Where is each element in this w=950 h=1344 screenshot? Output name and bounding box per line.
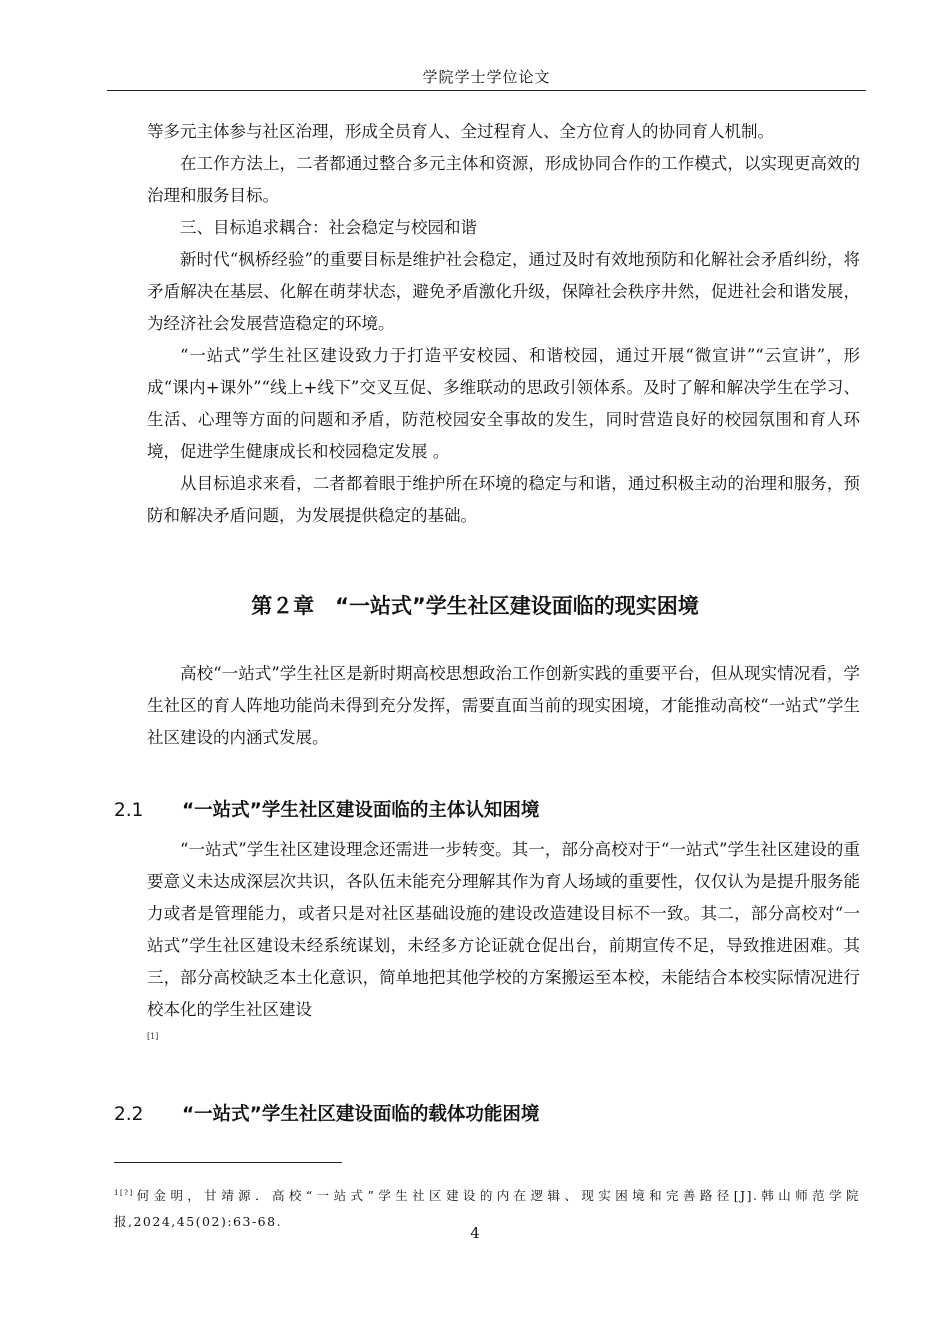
footnote-mark: 1[?]: [114, 1189, 134, 1197]
page-number: 4: [470, 1224, 480, 1242]
body-paragraph: 从目标追求来看，二者都着眼于维护所在环境的稳定与和谐，通过积极主动的治理和服务，预防和解决矛盾问题，为发展提供稳定的基础。: [147, 474, 860, 525]
section-title: “一站式”学生社区建设面临的主体认知困境: [182, 800, 540, 821]
footnote-rule: [114, 1162, 342, 1163]
body-paragraph: 等多元主体参与社区治理，形成全员育人、全过程育人、全方位育人的协同育人机制。: [147, 122, 774, 141]
body-paragraph: 新时代“枫桥经验”的重要目标是维护社会稳定，通过及时有效地预防和化解社会矛盾纠纷，将矛盾解决在基层、化解在萌芽状态，避免矛盾激化升级，保障社会秩序井然，促进社会和谐发展，为经济社会发展营造稳定的环境。: [147, 250, 860, 333]
section-number: 2.2: [114, 1104, 144, 1125]
chapter-intro: 高校“一站式”学生社区是新时期高校思想政治工作创新实践的重要平台，但从现实情况看，学生社区的育人阵地功能尚未得到充分发挥，需要直面当前的现实困境，才能推动高校“一站式”学生社区建设的内涵式发展。: [147, 664, 860, 747]
section-title: “一站式”学生社区建设面临的载体功能困境: [182, 1104, 540, 1125]
body-paragraph: “一站式”学生社区建设理念还需进一步转变。其一，部分高校对于“一站式”学生社区建设的重要意义未达成深层次共识，各队伍未能充分理解其作为育人场域的重要性，仅仅认为是提升服务能力或者是管理能力，或者只是对社区基础设施的建设改造建设目标不一致。其二，部分高校对“一站式”学生社区建设未经系统谋划，未经多方论证就仓促出台，前期宣传不足，导致推进困难。其三，部分高校缺乏本土化意识，简单地把其他学校的方案搬运至本校，未能结合本校实际情况进行校本化的学生社区建设: [147, 840, 860, 1019]
body-paragraph: 在工作方法上，二者都通过整合多元主体和资源，形成协同合作的工作模式，以实现更高效的治理和服务目标。: [147, 154, 860, 205]
running-header: 学院学士学位论文: [422, 68, 551, 86]
section-number: 2.1: [114, 800, 144, 821]
header-rule: [107, 90, 866, 91]
footnote-text: 何金明，甘靖源．高校“一站式”学生社区建设的内在逻辑、现实困境和完善路径[J].韩山师范学院报,2024,45(02):63-68.: [114, 1188, 860, 1230]
chapter-title: 第２章 “一站式”学生社区建设面临的现实困境: [251, 594, 699, 618]
section-heading: [114, 796, 539, 822]
body-paragraph: “一站式”学生社区建设致力于打造平安校园、和谐校园，通过开展“微宣讲”“云宣讲”，形成“课内+课外”“线上+线下”交叉互促、多维联动的思政引领体系。及时了解和解决学生在学习、生活、心理等方面的问题和矛盾，防范校园安全事故的发生，同时营造良好的校园氛围和育人环境，促进学生健康成长和校园稳定发展 。: [147, 346, 860, 461]
subheading: 三、目标追求耦合：社会稳定与校园和谐: [180, 218, 477, 237]
citation-mark: [1]: [147, 1032, 159, 1041]
section-heading: [114, 1100, 539, 1126]
